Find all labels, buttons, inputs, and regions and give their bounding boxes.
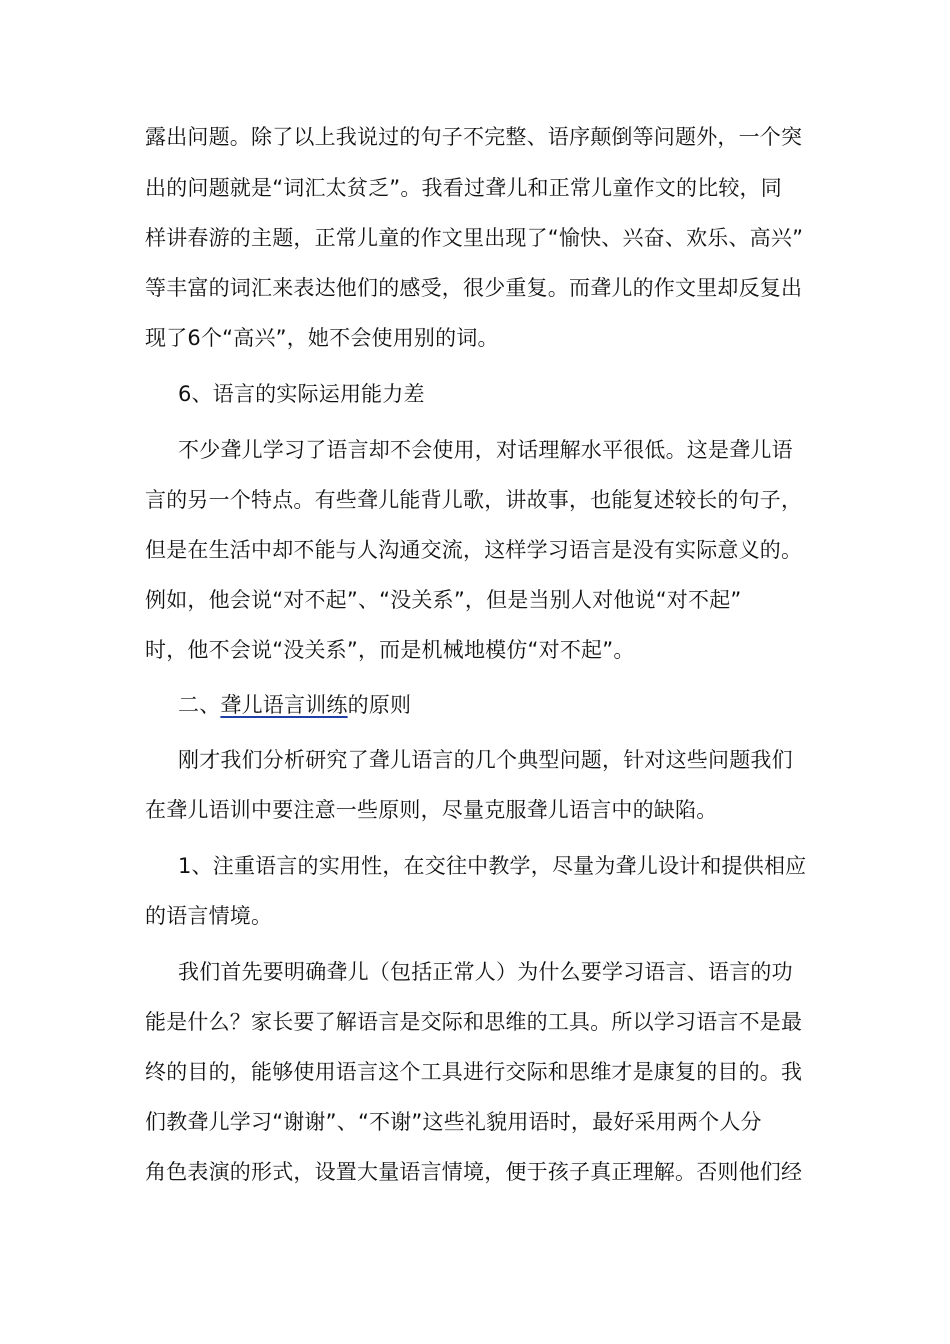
paragraph-line: 刚才我们分析研究了聋儿语言的几个典型问题，针对这些问题我们 [178, 748, 793, 772]
paragraph-line: 在聋儿语训中要注意一些原则，尽量克服聋儿语言中的缺陷。 [145, 798, 718, 822]
subsection-heading: 6、语言的实际运用能力差 [178, 382, 425, 406]
section-suffix: 的原则 [347, 693, 412, 717]
paragraph-line: 不少聋儿学习了语言却不会使用，对话理解水平很低。这是聋儿语 [178, 438, 793, 462]
paragraph-line: 能是什么？家长要了解语言是交际和思维的工具。所以学习语言不是最 [145, 1010, 803, 1034]
principle-heading: 1、注重语言的实用性，在交往中教学，尽量为聋儿设计和提供相应 [178, 854, 807, 878]
paragraph-line: 等丰富的词汇来表达他们的感受，很少重复。而聋儿的作文里却反复出 [145, 276, 803, 300]
paragraph-line: 现了6个“高兴”，她不会使用别的词。 [145, 326, 499, 350]
paragraph-line: 露出问题。除了以上我说过的句子不完整、语序颠倒等问题外，一个突 [145, 125, 803, 149]
section-link[interactable]: 聋儿语言训练 [220, 693, 348, 717]
paragraph-line: 言的另一个特点。有些聋儿能背儿歌，讲故事，也能复述较长的句子， [145, 488, 803, 512]
paragraph-line: 们教聋儿学习“谢谢”、“不谢”这些礼貌用语时，最好采用两个人分 [145, 1110, 762, 1134]
paragraph-line: 但是在生活中却不能与人沟通交流，这样学习语言是没有实际意义的。 [145, 538, 803, 562]
paragraph-line: 我们首先要明确聋儿（包括正常人）为什么要学习语言、语言的功 [178, 960, 793, 984]
paragraph-line: 例如，他会说“对不起”、“没关系”，但是当别人对他说“对不起” [145, 588, 742, 612]
paragraph-line: 时，他不会说“没关系”，而是机械地模仿“对不起”。 [145, 638, 635, 662]
paragraph-line: 出的问题就是“词汇太贫乏”。我看过聋儿和正常儿童作文的比较，同 [145, 176, 782, 200]
paragraph-line: 终的目的，能够使用语言这个工具进行交际和思维才是康复的目的。我 [145, 1060, 803, 1084]
paragraph-line: 角色表演的形式，设置大量语言情境，便于孩子真正理解。否则他们经 [145, 1160, 803, 1184]
section-heading [178, 691, 843, 719]
paragraph-line: 样讲春游的主题，正常儿童的作文里出现了“愉快、兴奋、欢乐、高兴” [145, 226, 804, 250]
section-prefix: 二、 [178, 693, 221, 717]
principle-heading: 的语言情境。 [145, 904, 273, 928]
